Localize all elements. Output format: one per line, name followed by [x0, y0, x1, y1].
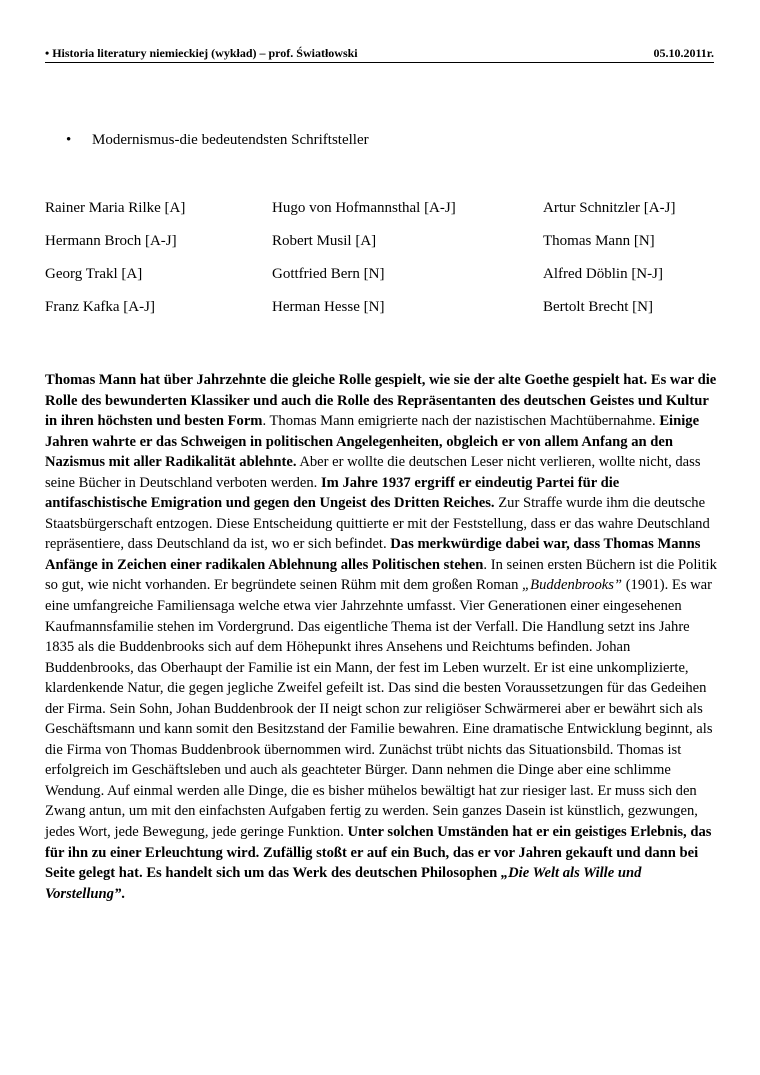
body-bold-text: Thomas Mann hat über Jahrzehnte die gleiche Rolle gespielt, wie sie der alte Goethe gespielt hat. Es war die Rolle des bewunderten Klassiker und auch die Rolle des Repräsentanten des deutschen Geistes und Kultur in ihren höchsten und besten Form — [45, 372, 717, 430]
author-cell: Artur Schnitzler [A-J] — [543, 200, 676, 216]
author-cell: Herman Hesse [N] — [272, 299, 385, 315]
book-title: „Buddenbrooks” — [522, 577, 623, 594]
body-bold-text: Unter solchen Umständen hat er ein geistiges Erlebnis, das für ihn zu einer Erleuchtung wird. Zufällig stoßt er auf ein Buch, das er vor Jahren gekauft und dann bei Seite gelegt hat. Es handelt sich um das Werk des deutschen Philosophen — [45, 824, 712, 882]
page-header — [45, 44, 714, 63]
header-course-title: • Historia literatury niemieckiej (wykład) – prof. Światłowski — [45, 46, 358, 60]
author-cell: Hermann Broch [A-J] — [45, 233, 177, 249]
author-cell: Hugo von Hofmannsthal [A-J] — [272, 200, 456, 216]
philosophy-work-title: „Die Welt als Wille und Vorstellung” — [45, 865, 642, 902]
author-cell: Rainer Maria Rilke [A] — [45, 200, 186, 216]
body-bold-text: Einige Jahren wahrte er das Schweigen in politischen Angelegenheiten, obgleich er von allem Anfang an den Nazismus mit aller Radikalität ablehnte. — [45, 413, 700, 471]
body-text: Zur Straffe wurde ihm die deutsche Staatsbürgerschaft entzogen. Diese Entscheidung quittierte er mit der Feststellung, dass er das wahre Deutschland repräsentiere, dass Deutschland da ist, wo er sich befindet. — [45, 495, 710, 553]
section-heading: Modernismus-die bedeutendsten Schriftsteller — [92, 132, 369, 148]
body-bold-text: Im Jahre 1937 ergriff er eindeutig Partei für die antifaschistische Emigration und gegen den Ungeist des Dritten Reiches. — [45, 474, 620, 512]
body-text: . Thomas Mann emigrierte nach der nazistischen Machtübernahme. — [262, 413, 660, 430]
body-text: (1901). Es war eine umfangreiche Familiensaga welche etwa vier Jahrzehnte umfasst. Vier Generationen einer eingesehenen Kaufmannsfamilie stehen im Vordergrund. Das eigentliche Thema ist der Verfall. Die Handlung setzt ins Jahre 1835 als die Buddenbrooks sich auf dem Höhepunkt ihres Ansehens und Reichtums befinden. Johan Buddenbrooks, das Oberhaupt der Familie ist ein Mann, der fest im Leben wurzelt. Er ist eine unkomplizierte, klardenkende Natur, die gegen jegliche Zweifel gefeilt ist. Das sind die besten Voraussetzungen für das Gedeihen der Firma. Sein Sohn, Johan Buddenbrook der II neigt schon zur religiöser Schwärmerei aber er bewährt sich als Geschäftsmann und kann somit den Besitzstand der Familie bewahren. Eine dramatische Entwicklung beginnt, als die Firma von Thomas Buddenbrook übernommen wird. Zunächst trübt nichts das Situationsbild. Thomas ist erfolgreich im Geschäftsleben und auch als geachteter Bürger. Dann nehmen die Dinge aber eine schlimme Wendung. Auf einmal werden alle Dinge, die es bisher mühelos bewältigt hat zur riesiger last. Er muss sich den Zwang antun, um mit den einfachsten Aufgaben fertig zu werden. Sein ganzes Dasein ist künstlich, gezwungen, jedes Wort, jede Bewegung, jede geringe Funktion. — [45, 577, 713, 841]
section-bullet — [66, 132, 369, 149]
author-cell: Alfred Döblin [N-J] — [543, 266, 663, 282]
author-cell: Bertolt Brecht [N] — [543, 299, 653, 315]
header-date: 05.10.2011r. — [653, 46, 714, 60]
body-bold-text: Das merkwürdige dabei war, dass Thomas Manns Anfänge in Zeichen einer radikalen Ablehnung alles Politischen stehen — [45, 536, 701, 573]
author-cell: Gottfried Bern [N] — [272, 266, 385, 282]
author-cell: Georg Trakl [A] — [45, 266, 143, 282]
body-text: . In seinen ersten Büchern ist die Politik so gut, wie nicht vorhanden. Er begründete seinen Rühm mit dem großen Roman — [45, 556, 717, 594]
body-bold-text: . — [121, 885, 125, 902]
bullet-icon: • — [66, 132, 72, 148]
body-text: Aber er wollte die deutschen Leser nicht verlieren, wollte nicht, dass seine Bücher in Deutschland verboten werden. — [45, 454, 701, 491]
author-cell: Robert Musil [A] — [272, 233, 377, 249]
body-paragraph — [45, 370, 717, 904]
author-cell: Franz Kafka [A-J] — [45, 299, 155, 315]
author-cell: Thomas Mann [N] — [543, 233, 655, 249]
